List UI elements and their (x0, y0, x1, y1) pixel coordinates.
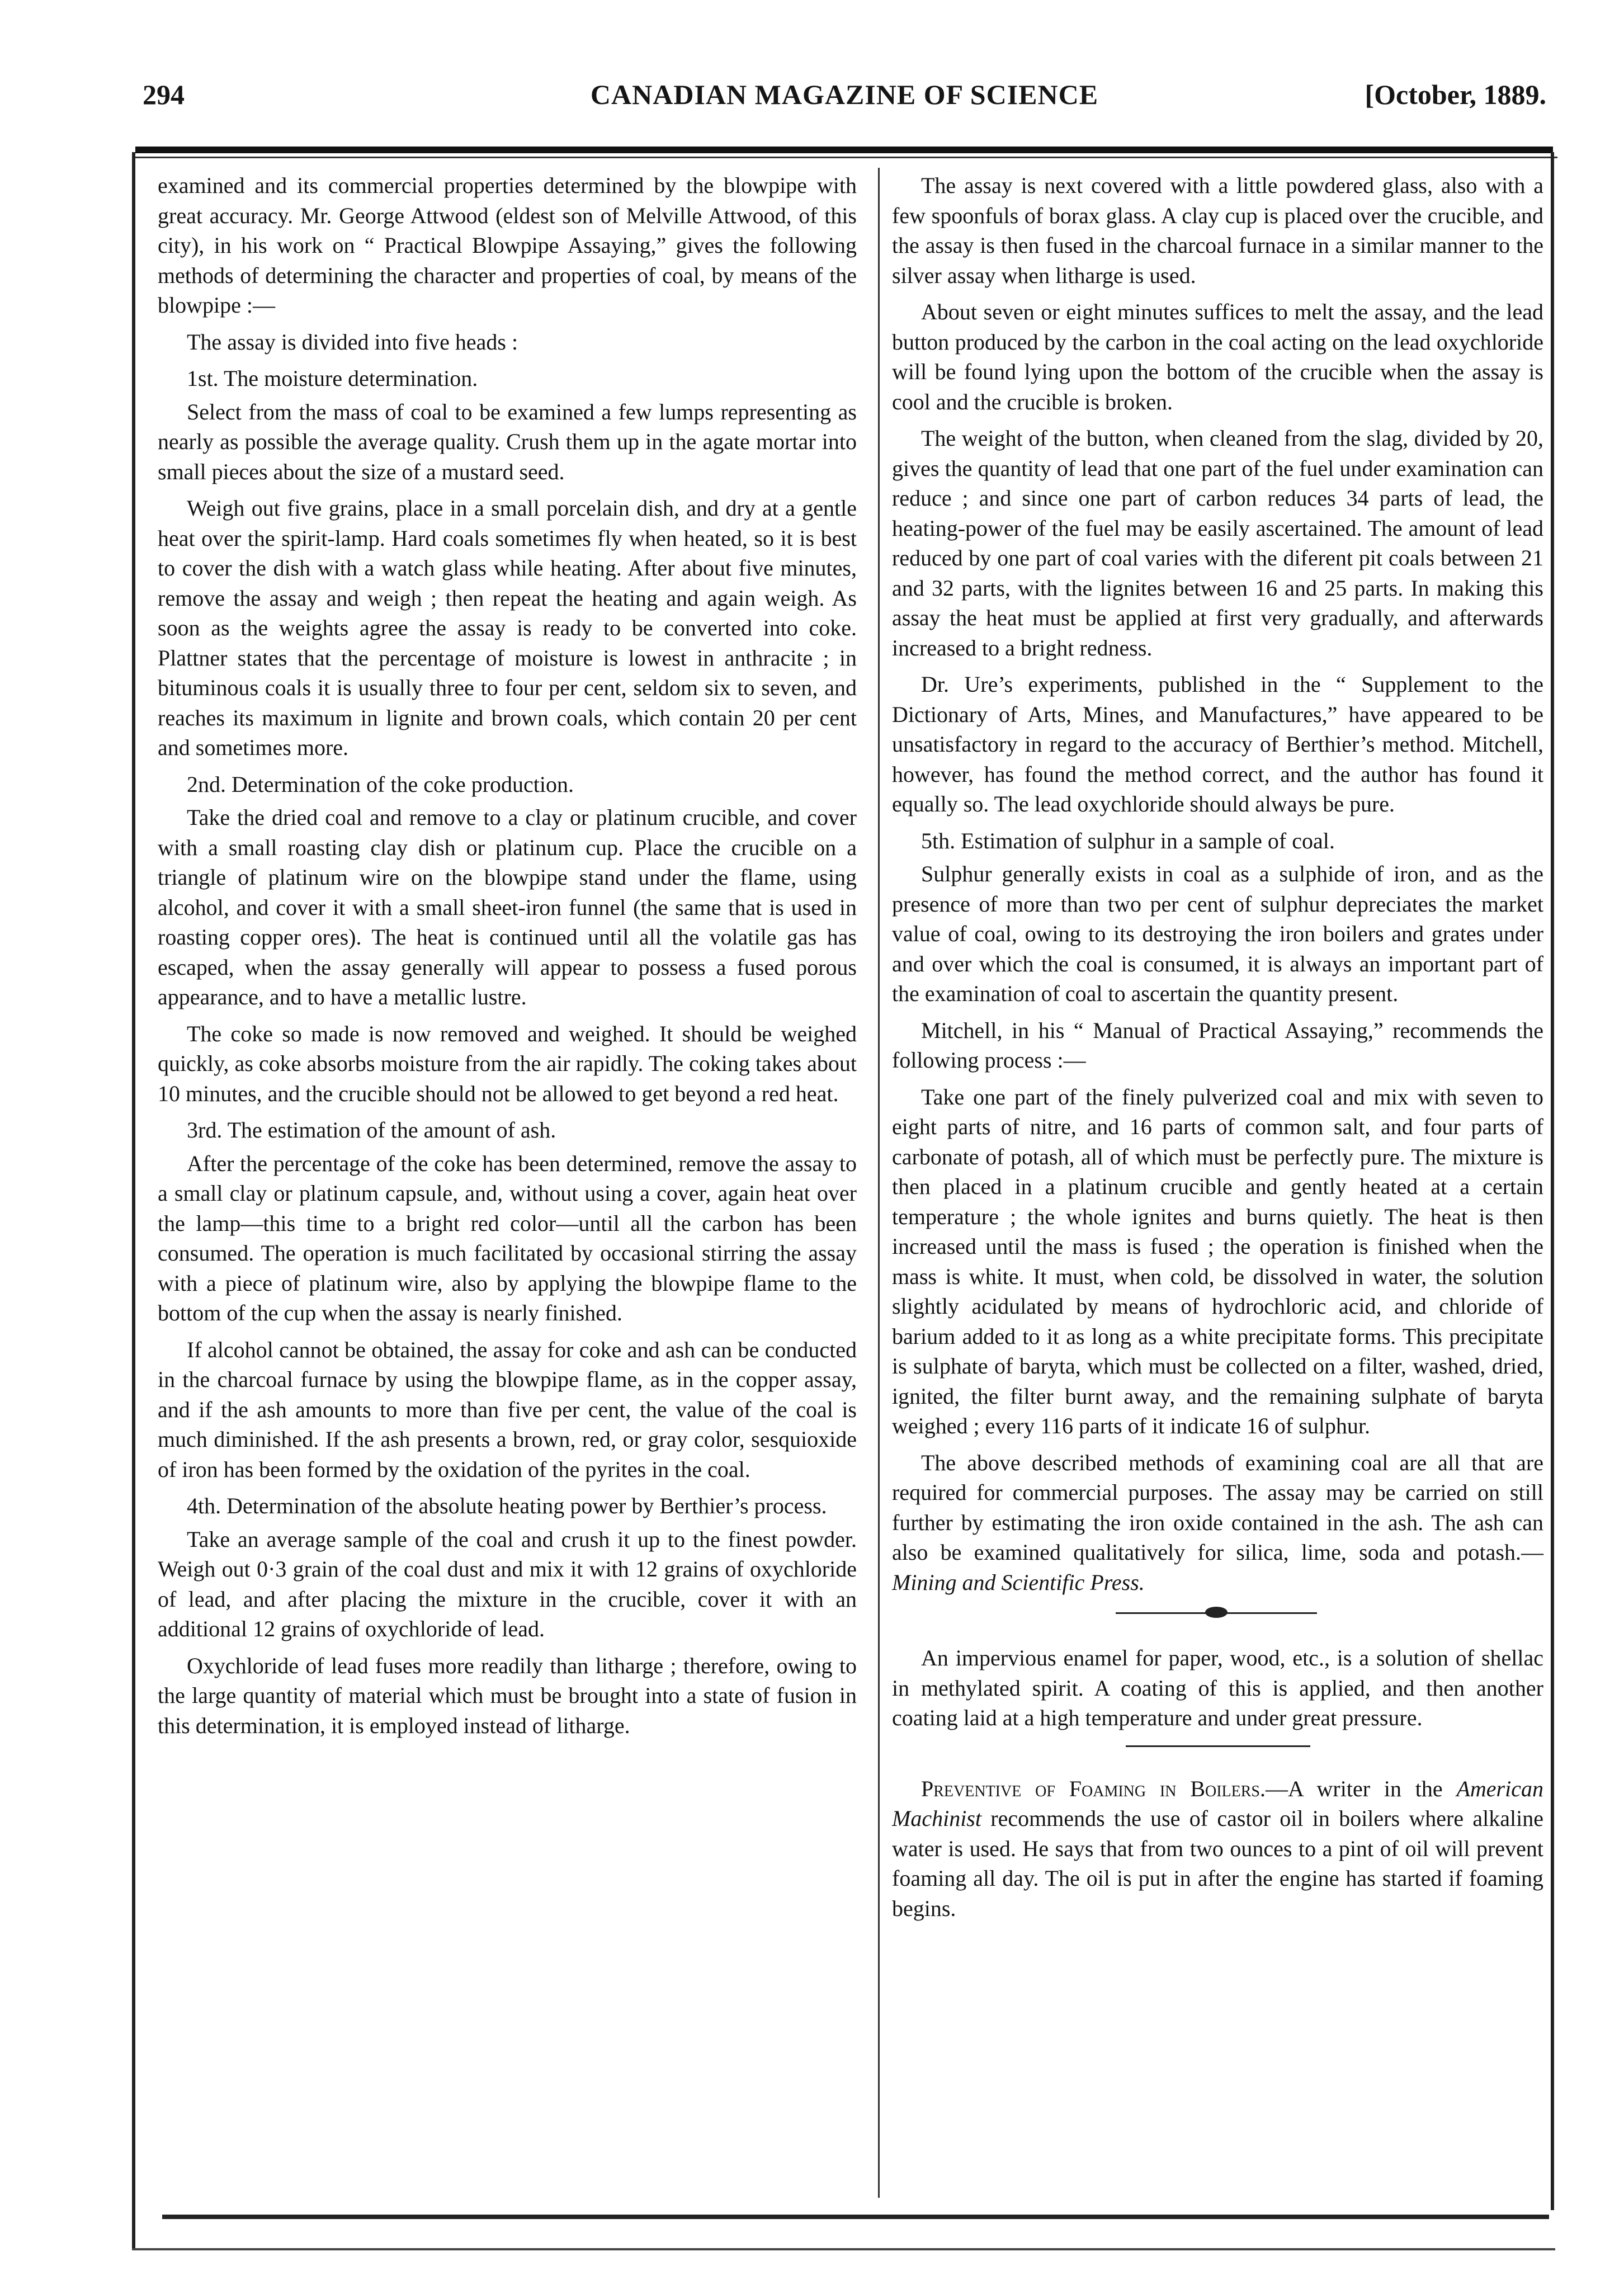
right-column (892, 171, 1543, 1930)
paragraph: Dr. Ure’s experiments, published in the “ Supplement to the Dictionary of Arts, Mines, and Manufactures,” have appeared to be unsatisfactory in regard to the accuracy of Berthier’s method. Mitchell, however, has found the method correct, and the author has found it equally so. The lead oxychloride should always be pure. (892, 672, 1543, 816)
paragraph: An impervious enamel for paper, wood, etc., is a solution of shellac in methylated spirit. A coating of this is applied, and then another coating laid at a high temperature and under great pressure. (892, 1645, 1543, 1730)
paragraph: About seven or eight minutes suffices to melt the assay, and the lead button produced by the carbon in the coal acting on the lead oxychloride will be found lying upon the bottom of the crucible when the assay is cool and the crucible is broken. (892, 299, 1543, 414)
paragraph: Select from the mass of coal to be examined a few lumps representing as nearly as possible the average quality. Crush them up in the agate mortar into small pieces about the size of a mustard seed. (158, 399, 857, 484)
frame-bottom-border (162, 2215, 1549, 2219)
paragraph: examined and its commercial properties determined by the blowpipe with great accuracy. Mr. George Attwood (eldest son of Melville Attwood, of this city), in his work on “ Practical Blowpipe Assaying,” gives the following methods of determining the character and properties of coal, by means of the blowpipe :— (158, 173, 857, 318)
paragraph: The assay is next covered with a little powdered glass, also with a few spoonfuls of borax glass. A clay cup is placed over the crucible, and the assay is then fused in the charcoal furnace in a similar manner to the silver assay when litharge is used. (892, 173, 1543, 288)
article-heading: Preventive of Foaming in Boilers. (921, 1776, 1266, 1801)
column-divider (878, 168, 880, 2198)
paragraph: After the percentage of the coke has been determined, remove the assay to a small clay or platinum capsule, and, without using a cover, again heat over the lamp—this time to a bright red color—until all the carbon has been consumed. The operation is much facilitated by occasional stirring the assay with a piece of platinum wire, also by applying the blowpipe flame to the bottom of the cup when the assay is nearly finished. (158, 1150, 857, 1325)
left-column (158, 171, 857, 1747)
paragraph-text: recommends the use of castor oil in boilers where alkaline water is used. He says that from two ounces to a pint of oil will prevent foaming all day. The oil is put in after the engine has started if foaming begins. (892, 1806, 1543, 1921)
running-head (143, 78, 1546, 123)
section-heading: 1st. The moisture determination. (187, 366, 478, 391)
section-heading: 3rd. The estimation of the amount of ash. (187, 1117, 556, 1143)
paragraph: Take the dried coal and remove to a clay or platinum crucible, and cover with a small roasting clay dish or platinum cup. Place the crucible on a triangle of platinum wire on the blowpipe stand under the flame, using alcohol, and cover it with a small sheet-iron funnel (the same that is used in roasting copper ores). The heat is continued until all the volatile gas has escaped, when the assay generally will appear to possess a fused porous appearance, and to have a metallic lustre. (158, 805, 857, 1009)
source-citation: Mining and Scientific Press. (892, 1569, 1145, 1595)
paragraph: The weight of the button, when cleaned from the slag, divided by 20, gives the quantity of lead that one part of the fuel under examination can reduce ; and since one part of carbon reduces 34 parts of lead, the heating-power of the fuel may be easily ascertained. The amount of lead reduced by one part of coal varies with the diferent pit coals between 21 and 32 parts, with the lignites between 16 and 25 parts. In making this assay the heat must be applied at first very gradually, and afterwards increased to a bright redness. (892, 426, 1543, 660)
paragraph: If alcohol cannot be obtained, the assay for coke and ash can be conducted in the charcoal furnace by using the blowpipe flame, as in the copper assay, and if the ash amounts to more than five per cent, the value of the coal is much diminished. If the ash presents a brown, red, or gray color, sesquioxide of iron has been formed by the oxidation of the pyrites in the coal. (158, 1337, 857, 1482)
ornamental-divider (892, 1604, 1543, 1621)
top-rule (135, 147, 1553, 153)
journal-title: CANADIAN MAGAZINE OF SCIENCE (590, 79, 1099, 110)
issue-date: [October, 1889. (1365, 79, 1546, 110)
paragraph: Oxychloride of lead fuses more readily than litharge ; therefore, owing to the large quantity of material which must be brought into a state of fusion in this determination, it is employed instead of litharge. (158, 1653, 857, 1738)
paragraph (892, 1448, 1543, 1598)
section-heading: 2nd. Determination of the coke production. (187, 771, 574, 797)
divider-ornament (1205, 1607, 1228, 1618)
paragraph-text: The above described methods of examining coal are all that are required for commercial purposes. The assay may be carried on still further by estimating the iron oxide contained in the ash. The ash can also be examined qualitatively for silica, lime, soda and potash.— (892, 1450, 1543, 1565)
paragraph: Weigh out five grains, place in a small porcelain dish, and dry at a gentle heat over the spirit-lamp. Hard coals sometimes fly when heated, so it is best to cover the dish with a watch glass while heating. After about five minutes, remove the assay and weigh ; then repeat the heating and again weigh. As soon as the weights agree the assay is ready to be converted into coke. Plattner states that the percentage of moisture is lowest in anthracite ; in bituminous coals it is usually three to four per cent, seldom six to seven, and reaches its maximum in lignite and brown coals, which contain 20 per cent and sometimes more. (158, 495, 857, 760)
section-heading: 5th. Estimation of sulphur in a sample of coal. (921, 828, 1335, 853)
source-citation: American Machinist (892, 1776, 1543, 1831)
paragraph: Take an average sample of the coal and crush it up to the finest powder. Weigh out 0·3 grain of the coal dust and mix it with 12 grains of oxychloride of lead, and after placing the mixture in the crucible, cover it with an additional 12 grains of oxychloride of lead. (158, 1526, 857, 1641)
section-heading: 4th. Determination of the absolute heating power by Berthier’s process. (187, 1493, 827, 1518)
paragraph: The coke so made is now removed and weighed. It should be weighed quickly, as coke absorbs moisture from the air rapidly. The coking takes about 10 minutes, and the crucible should not be allowed to get beyond a red heat. (158, 1021, 857, 1106)
paragraph (892, 1774, 1543, 1924)
paragraph: Mitchell, in his “ Manual of Practical Assaying,” recommends the following process :— (892, 1017, 1543, 1073)
short-rule (1126, 1745, 1310, 1747)
paragraph: Take one part of the finely pulverized coal and mix with seven to eight parts of nitre, and 16 parts of common salt, and four parts of carbonate of potash, all of which must be perfectly pure. The mixture is then placed in a platinum crucible and gently heated at a certain temperature ; the whole ignites and burns quietly. The heat is then increased until the mass is fused ; the operation is finished when the mass is white. It must, when cold, be dissolved in water, the solution slightly acidulated by means of hydrochloric acid, and chloride of barium added to it as long as a white precipitate forms. This precipitate is sulphate of baryta, which must be collected on a filter, washed, dried, ignited, the filter burnt away, and the remaining sulphate of baryta weighed ; every 116 parts of it indicate 16 of sulphur. (892, 1084, 1543, 1438)
paragraph: The assay is divided into five heads : (187, 329, 518, 355)
top-rule-thin (132, 157, 1557, 158)
paragraph-text: —A writer in the (1266, 1776, 1457, 1801)
frame-left-border (132, 152, 135, 2249)
frame-right-border (1551, 152, 1554, 2210)
page-number: 294 (143, 79, 185, 110)
paragraph: Sulphur generally exists in coal as a sulphide of iron, and as the presence of more than two per cent of sulphur depreciates the market value of coal, owing to its destroying the iron boilers and grates under and over which the coal is consumed, it is always an important part of the examination of coal to ascertain the quantity present. (892, 861, 1543, 1006)
frame-bottom-rule (132, 2248, 1555, 2250)
